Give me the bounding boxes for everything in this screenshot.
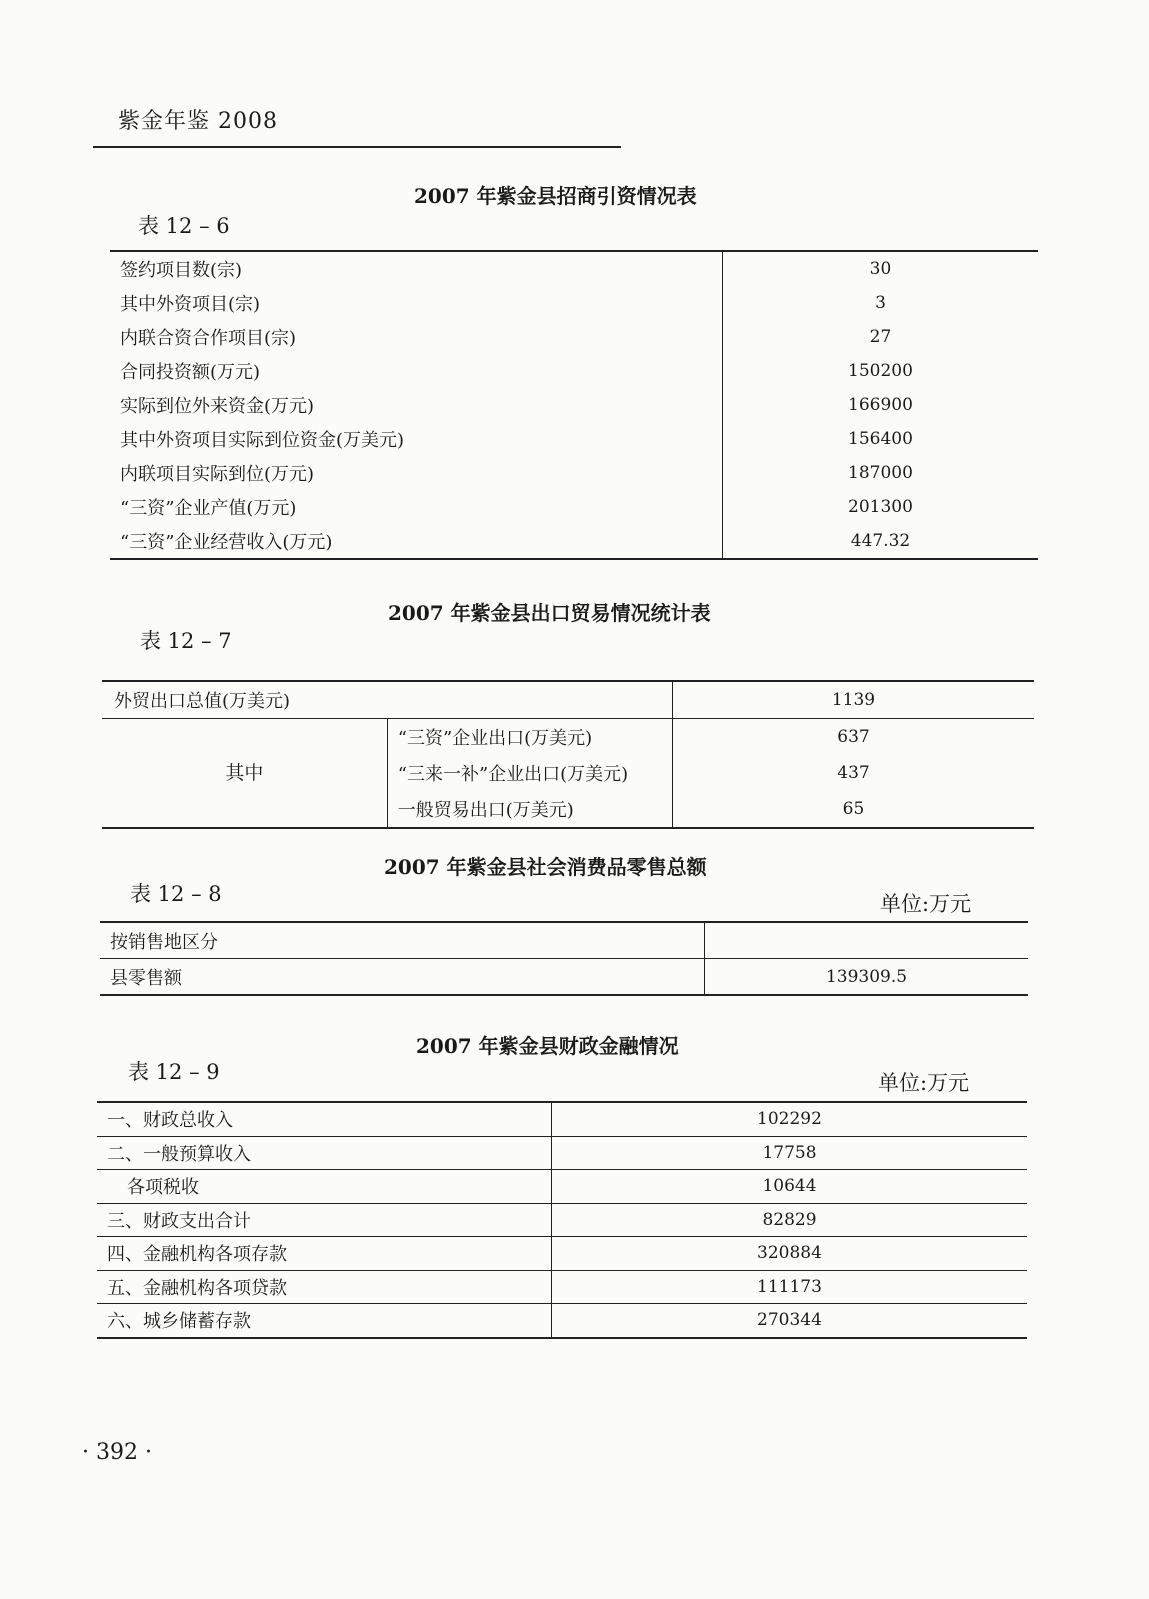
table-row — [110, 251, 1038, 286]
row-value: 102292 — [552, 1102, 1028, 1136]
table-row — [100, 922, 1028, 959]
row-label: 六、城乡储蓄存款 — [107, 1311, 251, 1333]
finance-table — [97, 1101, 1027, 1339]
table-row — [110, 388, 1038, 422]
table-12-8-number: 表 12 – 8 — [130, 882, 222, 906]
row-label: 按销售地区分 — [100, 922, 705, 959]
table-row — [100, 959, 1028, 996]
row-value: 82829 — [552, 1203, 1028, 1237]
row-value: 156400 — [723, 422, 1039, 456]
row-value: 10644 — [552, 1170, 1028, 1204]
row-value: 3 — [723, 286, 1039, 320]
table-12-9-title: 2007 年紫金县财政金融情况 — [416, 1034, 679, 1058]
row-label: “三来一补”企业出口(万美元) — [397, 764, 629, 785]
row-label: 其中外资项目(宗) — [120, 294, 261, 315]
table-12-8-title: 2007 年紫金县社会消费品零售总额 — [384, 855, 707, 879]
table-12-7-number: 表 12 – 7 — [140, 629, 232, 653]
table-row — [110, 456, 1038, 490]
row-label: 内联合资合作项目(宗) — [120, 328, 297, 349]
row-label: 一般贸易出口(万美元) — [397, 800, 574, 821]
table-12-7-title: 2007 年紫金县出口贸易情况统计表 — [388, 601, 711, 625]
table-row — [110, 286, 1038, 320]
row-value: 270344 — [552, 1304, 1028, 1338]
table-row — [110, 490, 1038, 524]
row-label: 签约项目数(宗) — [120, 260, 243, 281]
row-value: 447.32 — [723, 524, 1039, 559]
table-row — [110, 524, 1038, 559]
group-label: 其中 — [102, 719, 387, 829]
table-row — [97, 1203, 1027, 1237]
row-value: 437 — [673, 755, 1035, 791]
row-label: 外贸出口总值(万美元) — [102, 681, 673, 719]
row-label: 二、一般预算收入 — [97, 1136, 552, 1170]
table-row — [97, 1304, 1027, 1338]
row-label: 五、金融机构各项贷款 — [97, 1270, 552, 1304]
row-value: 139309.5 — [705, 959, 1029, 996]
row-value: 1139 — [673, 681, 1035, 719]
row-label: “三资”企业产值(万元) — [120, 498, 297, 519]
row-value: 65 — [673, 791, 1035, 828]
investment-table — [110, 250, 1038, 560]
row-value: 201300 — [723, 490, 1039, 524]
row-label: 县零售额 — [110, 967, 182, 989]
row-value: 166900 — [723, 388, 1039, 422]
table-row — [102, 719, 1034, 756]
table-row — [110, 320, 1038, 354]
row-value: 30 — [723, 251, 1039, 286]
page-number: · 392 · — [82, 1440, 152, 1465]
table-12-9-number: 表 12 – 9 — [128, 1060, 220, 1084]
row-value: 111173 — [552, 1270, 1028, 1304]
row-value: 17758 — [552, 1136, 1028, 1170]
table-row — [97, 1170, 1027, 1204]
running-head: 紫金年鉴 2008 — [118, 109, 278, 134]
retail-table — [100, 921, 1028, 996]
table-12-9-unit: 单位:万元 — [878, 1071, 970, 1095]
row-value: 150200 — [723, 354, 1039, 388]
table-row — [102, 681, 1034, 719]
table-12-6-number: 表 12 – 6 — [138, 214, 230, 238]
row-label: 各项税收 — [97, 1170, 552, 1204]
table-row — [110, 422, 1038, 456]
row-value: 187000 — [723, 456, 1039, 490]
row-value: 27 — [723, 320, 1039, 354]
table-row — [97, 1237, 1027, 1271]
table-row — [97, 1270, 1027, 1304]
table-12-8-unit: 单位:万元 — [880, 892, 972, 916]
row-label: 实际到位外来资金(万元) — [120, 396, 315, 417]
table-row — [97, 1136, 1027, 1170]
table-12-6-title: 2007 年紫金县招商引资情况表 — [414, 184, 697, 208]
row-value: 320884 — [552, 1237, 1028, 1271]
table-row — [110, 354, 1038, 388]
row-value — [705, 922, 1029, 959]
header-rule — [93, 146, 621, 148]
row-label: 四、金融机构各项存款 — [97, 1237, 552, 1271]
row-label: 其中外资项目实际到位资金(万美元) — [120, 430, 405, 451]
export-table — [102, 680, 1034, 829]
row-label: 一、财政总收入 — [97, 1102, 552, 1136]
row-label: “三资”企业经营收入(万元) — [120, 532, 333, 553]
row-label: 合同投资额(万元) — [120, 362, 261, 383]
row-value: 637 — [673, 719, 1035, 756]
row-label: 内联项目实际到位(万元) — [120, 464, 315, 485]
table-row — [97, 1102, 1027, 1136]
row-label: 三、财政支出合计 — [97, 1203, 552, 1237]
row-label: “三资”企业出口(万美元) — [397, 728, 593, 749]
